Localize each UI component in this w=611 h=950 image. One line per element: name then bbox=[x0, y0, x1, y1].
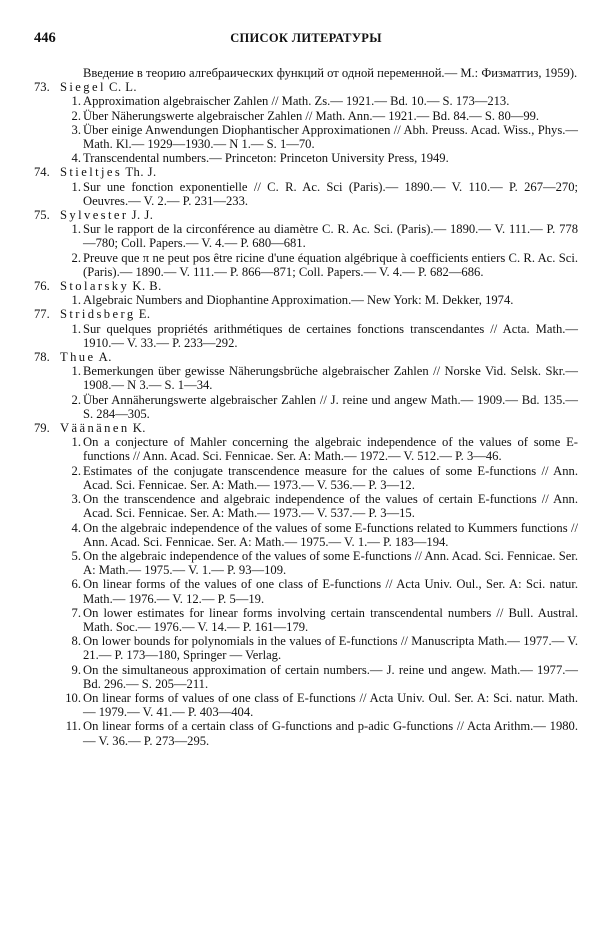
reference-item bbox=[34, 180, 578, 208]
author-line bbox=[34, 350, 578, 364]
author-name: Väänänen bbox=[60, 421, 130, 436]
reference-text: Preuve que π ne peut pos être ricine d'une équation algébrique à coefficients entiers C. R. Ac. Sci. (Paris).— 1890.— V. 111.— P. 866—871; Coll. Papers.— V. 4.— P. 682—686. bbox=[83, 250, 578, 279]
reference-text: On the algebraic independence of the values of some E-functions // Ann. Acad. Sci. Fennicae. Ser. A: Math.— 1975.— V. 1.— P. 93—109. bbox=[83, 548, 578, 578]
reference-text: Über Näherungswerte algebraischer Zahlen // Math. Ann.— 1921.— Bd. 84.— S. 80—99. bbox=[83, 108, 540, 123]
reference-number: 1. bbox=[71, 222, 81, 237]
reference-number: 2. bbox=[71, 250, 81, 265]
author-line bbox=[34, 208, 578, 222]
reference-text: Approximation algebraischer Zahlen // Math. Zs.— 1921.— Bd. 10.— S. 173—213. bbox=[83, 94, 510, 109]
reference-text: On lower estimates for linear forms involving certain transcendental numbers // Bull. Austral. Math. Soc.— 1976.— V. 14.— P. 161—179. bbox=[83, 605, 578, 634]
author-line bbox=[34, 80, 578, 94]
reference-number: 1. bbox=[71, 321, 81, 336]
reference-text: Sur le rapport de la circonférence au diamètre C. R. Ac. Sci. (Paris).— 1890.— V. 111.— P. 778—780; Coll. Papers.— V. 4.— P. 680—681. bbox=[83, 222, 578, 251]
entry-number: 78. bbox=[34, 350, 50, 365]
author-initials: C. L. bbox=[109, 80, 138, 95]
reference-item bbox=[34, 464, 578, 492]
author-initials: J. J. bbox=[131, 208, 154, 223]
reference-number: 2. bbox=[71, 392, 81, 407]
reference-item bbox=[34, 109, 578, 123]
reference-item bbox=[34, 435, 578, 463]
reference-item bbox=[34, 151, 578, 165]
reference-text: Transcendental numbers.— Princeton: Princeton University Press, 1949. bbox=[83, 151, 449, 166]
author-name: Sylvester bbox=[60, 208, 129, 223]
reference-text: On the algebraic independence of the values of some E-functions related to Kummers functions // Ann. Acad. Sci. Fennicae. Ser. A: Math.— 1975.— V. 1.— P. 183—194. bbox=[83, 520, 578, 549]
author-initials: Th. J. bbox=[125, 165, 157, 180]
reference-text: Sur quelques propriétés arithmétiques de certaines fonctions transcendantes // Acta. Math.— 1910.— V. 33.— P. 233—292. bbox=[83, 321, 578, 350]
entry-number: 76. bbox=[34, 279, 50, 294]
page-number: 446 bbox=[34, 30, 56, 46]
author-name: Stieltjes bbox=[60, 165, 123, 180]
reference-number: 4. bbox=[71, 151, 81, 166]
reference-item bbox=[34, 634, 578, 662]
reference-number: 1. bbox=[71, 179, 81, 194]
reference-item bbox=[34, 549, 578, 577]
reference-text: Estimates of the conjugate transcendence measure for the calues of some E-functions // Ann. Acad. Sci. Fennicae. Ser. A: Math.— 1973.— V. 536.— P. 3—12. bbox=[83, 463, 578, 492]
reference-item bbox=[34, 222, 578, 250]
author-line bbox=[34, 307, 578, 321]
author-line bbox=[34, 421, 578, 435]
reference-text: Über Annäherungswerte algebraischer Zahlen // J. reine und angew Math.— 1909.— Bd. 135.— S. 284—305. bbox=[83, 392, 578, 421]
author-name: Stridsberg bbox=[60, 307, 136, 322]
reference-number: 3. bbox=[71, 122, 81, 137]
bibliography-entry bbox=[34, 80, 578, 165]
reference-item bbox=[34, 293, 578, 307]
entry-number: 79. bbox=[34, 421, 50, 436]
reference-item bbox=[34, 606, 578, 634]
author-name: Thue bbox=[60, 350, 96, 365]
reference-item bbox=[34, 492, 578, 520]
reference-item bbox=[34, 123, 578, 151]
reference-text: On the simultaneous approximation of certain numbers.— J. reine und angew. Math.— 1977.— Bd. 296.— S. 205—211. bbox=[83, 662, 578, 691]
author-line bbox=[34, 165, 578, 179]
reference-number: 9. bbox=[71, 662, 81, 677]
entry-number: 75. bbox=[34, 208, 50, 223]
reference-text: Algebraic Numbers and Diophantine Approximation.— New York: M. Dekker, 1974. bbox=[83, 293, 514, 308]
reference-number: 1. bbox=[71, 435, 81, 450]
reference-number: 2. bbox=[71, 463, 81, 478]
continuation-text: Введение в теорию алгебраических функций от одной переменной.— М.: Физматгиз, 1959). bbox=[83, 66, 578, 80]
reference-number: 4. bbox=[71, 520, 81, 535]
entry-number: 77. bbox=[34, 307, 50, 322]
bibliography-entry bbox=[34, 307, 578, 350]
reference-item bbox=[34, 393, 578, 421]
reference-number: 10. bbox=[65, 690, 81, 705]
reference-text: On linear forms of the values of one class of E-functions // Acta Univ. Oul., Ser. A: Sci. natur. Math.— 1976.— V. 12.— P. 5—19. bbox=[83, 577, 578, 606]
author-name: Siegel bbox=[60, 80, 106, 95]
reference-number: 1. bbox=[71, 293, 81, 308]
reference-number: 11. bbox=[65, 719, 81, 734]
reference-text: On linear forms of a certain class of G-functions and p-adic G-functions // Acta Arithm.— 1980.— V. 36.— P. 273—295. bbox=[83, 719, 578, 748]
reference-text: On a conjecture of Mahler concerning the algebraic independence of the values of some E-functions // Ann. Acad. Sci. Fennicae. Ser. A: Math.— 1972.— V. 512.— P. 3—46. bbox=[83, 435, 578, 464]
reference-item bbox=[34, 719, 578, 747]
reference-item bbox=[34, 521, 578, 549]
reference-number: 6. bbox=[71, 577, 81, 592]
entry-number: 74. bbox=[34, 165, 50, 180]
reference-text: Über einige Anwendungen Diophantischer Approximationen // Abh. Preuss. Acad. Wiss., Phys.— Math. Kl.— 1929—1930.— N 1.— S. 1—70. bbox=[83, 122, 578, 152]
reference-item bbox=[34, 691, 578, 719]
bibliography-list bbox=[34, 66, 578, 748]
bibliography-entry bbox=[34, 421, 578, 748]
bibliography-entry bbox=[34, 350, 578, 421]
page-header bbox=[34, 30, 578, 50]
reference-number: 7. bbox=[71, 605, 81, 620]
bibliography-entry bbox=[34, 208, 578, 279]
reference-text: Sur une fonction exponentielle // C. R. Ac. Sci (Paris).— 1890.— V. 110.— P. 267—270; Oeuvres.— V. 2.— P. 231—233. bbox=[83, 179, 578, 208]
reference-text: On the transcendence and algebraic independence of the values of certain E-functions // Ann. Acad. Sci. Fennicae. Ser. A: Math.— 1973.— V. 537.— P. 3—15. bbox=[83, 492, 578, 521]
reference-number: 1. bbox=[71, 94, 81, 109]
reference-number: 2. bbox=[71, 108, 81, 123]
author-initials: E. bbox=[138, 307, 151, 322]
reference-item bbox=[34, 577, 578, 605]
reference-item bbox=[34, 251, 578, 279]
reference-text: Bemerkungen über gewisse Näherungsbrüche algebraischer Zahlen // Norske Vid. Selsk. Skr.— 1908.— N 3.— S. 1—34. bbox=[83, 364, 578, 393]
reference-item bbox=[34, 663, 578, 691]
author-initials: K. B. bbox=[132, 279, 162, 294]
reference-item bbox=[34, 94, 578, 108]
reference-number: 5. bbox=[71, 548, 81, 563]
reference-text: On lower bounds for polynomials in the values of E-functions // Manuscripta Math.— 1977.— V. 21.— P. 173—180, Springer — Verlag. bbox=[83, 634, 578, 663]
reference-number: 1. bbox=[71, 364, 81, 379]
author-initials: K. bbox=[132, 421, 146, 436]
entry-number: 73. bbox=[34, 80, 50, 95]
author-line bbox=[34, 279, 578, 293]
bibliography-entry bbox=[34, 279, 578, 307]
reference-text: On linear forms of values of one class of E-functions // Acta Univ. Oul. Ser. A: Sci. natur. Math.— 1979.— V. 41.— P. 403—404. bbox=[83, 690, 578, 720]
reference-number: 3. bbox=[71, 492, 81, 507]
running-title: СПИСОК ЛИТЕРАТУРЫ bbox=[230, 31, 382, 45]
bibliography-entry bbox=[34, 165, 578, 208]
reference-item bbox=[34, 322, 578, 350]
reference-number: 8. bbox=[71, 634, 81, 649]
reference-item bbox=[34, 364, 578, 392]
author-initials: A. bbox=[98, 350, 112, 365]
author-name: Stolarsky bbox=[60, 279, 130, 294]
